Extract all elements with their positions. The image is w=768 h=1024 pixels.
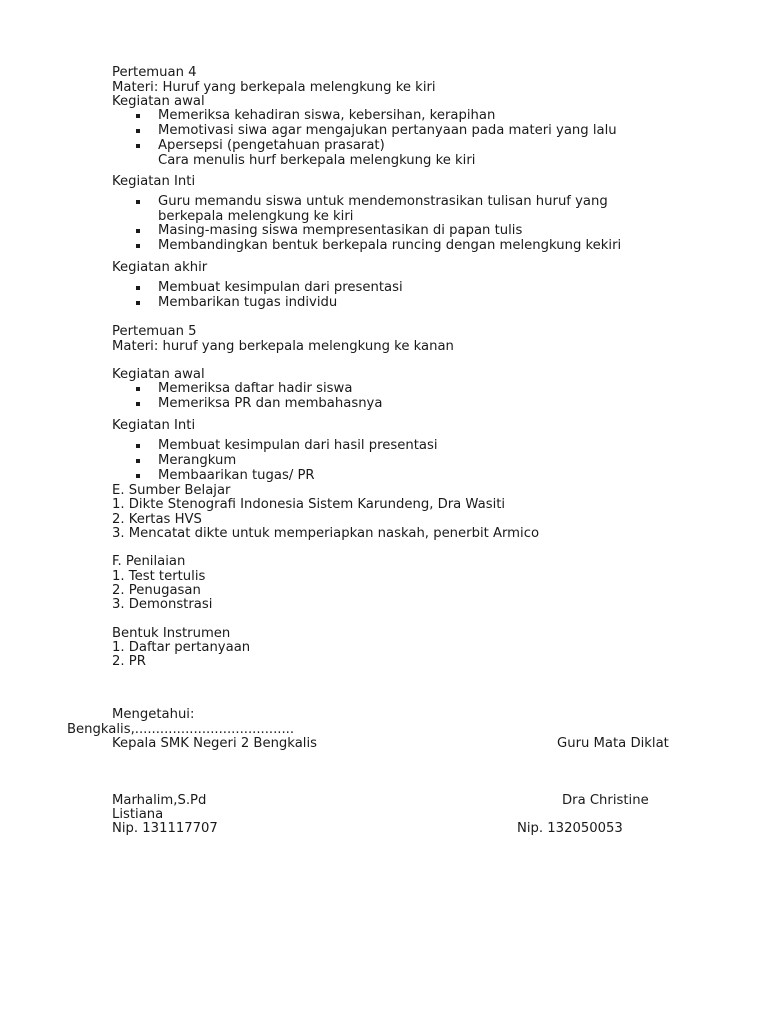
learning-sources-heading: E. Sumber Belajar bbox=[112, 483, 231, 498]
list-item: 1. Daftar pertanyaan bbox=[112, 640, 251, 655]
bullet-icon bbox=[136, 402, 140, 406]
principal-title: Kepala SMK Negeri 2 Bengkalis bbox=[112, 736, 317, 751]
list-item: Guru memandu siswa untuk mendemonstrasikan tulisan huruf yang bbox=[158, 194, 608, 209]
bullet-icon bbox=[136, 286, 140, 290]
assessment-heading: F. Penilaian bbox=[112, 554, 186, 569]
bullet-icon bbox=[136, 114, 140, 118]
list-item: 1. Test tertulis bbox=[112, 569, 206, 584]
instrument-heading: Bentuk Instrumen bbox=[112, 626, 231, 641]
bullet-icon bbox=[136, 200, 140, 204]
list-item: Membarikan tugas individu bbox=[158, 295, 338, 310]
bullet-icon bbox=[136, 474, 140, 478]
meeting-4-title: Pertemuan 4 bbox=[112, 65, 197, 80]
bullet-icon bbox=[136, 459, 140, 463]
place-date: Bengkalis,...................................... bbox=[67, 722, 295, 737]
list-item: 2. Penugasan bbox=[112, 583, 201, 598]
principal-name: Marhalim,S.Pd bbox=[112, 793, 207, 808]
list-item: 2. Kertas HVS bbox=[112, 512, 202, 527]
bullet-icon bbox=[136, 144, 140, 148]
list-item: Membuat kesimpulan dari hasil presentasi bbox=[158, 438, 438, 453]
list-item-continuation: Cara menulis hurf berkepala melengkung ke kiri bbox=[158, 153, 476, 168]
bullet-icon bbox=[136, 387, 140, 391]
list-item: Memeriksa PR dan membahasnya bbox=[158, 396, 383, 411]
list-item: Masing-masing siswa mempresentasikan di papan tulis bbox=[158, 223, 523, 238]
teacher-title: Guru Mata Diklat bbox=[557, 736, 669, 751]
list-item: Membandingkan bentuk berkepala runcing dengan melengkung kekiri bbox=[158, 238, 622, 253]
list-item-continuation: berkepala melengkung ke kiri bbox=[158, 209, 354, 224]
list-item: Apersepsi (pengetahuan prasarat) bbox=[158, 138, 385, 153]
teacher-name: Dra Christine bbox=[562, 793, 649, 808]
teacher-name-continuation: Listiana bbox=[112, 807, 164, 822]
list-item: 3. Demonstrasi bbox=[112, 597, 213, 612]
bullet-icon bbox=[136, 229, 140, 233]
bullet-icon bbox=[136, 301, 140, 305]
list-item: Memeriksa daftar hadir siswa bbox=[158, 381, 353, 396]
meeting-5-opening-heading: Kegiatan awal bbox=[112, 367, 205, 382]
acknowledged-label: Mengetahui: bbox=[112, 707, 195, 722]
meeting-4-material: Materi: Huruf yang berkepala melengkung ke kiri bbox=[112, 80, 436, 95]
list-item: Memeriksa kehadiran siswa, kebersihan, kerapihan bbox=[158, 108, 496, 123]
bullet-icon bbox=[136, 244, 140, 248]
principal-nip: Nip. 131117707 bbox=[112, 821, 218, 836]
list-item: Membuat kesimpulan dari presentasi bbox=[158, 280, 403, 295]
meeting-5-material: Materi: huruf yang berkepala melengkung ke kanan bbox=[112, 339, 454, 354]
list-item: 3. Mencatat dikte untuk memperiapkan naskah, penerbit Armico bbox=[112, 526, 540, 541]
meeting-4-opening-heading: Kegiatan awal bbox=[112, 94, 205, 109]
teacher-nip: Nip. 132050053 bbox=[517, 821, 623, 836]
bullet-icon bbox=[136, 129, 140, 133]
meeting-5-title: Pertemuan 5 bbox=[112, 324, 197, 339]
meeting-5-core-heading: Kegiatan Inti bbox=[112, 418, 196, 433]
list-item: Merangkum bbox=[158, 453, 237, 468]
meeting-4-core-heading: Kegiatan Inti bbox=[112, 174, 196, 189]
list-item: Memotivasi siwa agar mengajukan pertanyaan pada materi yang lalu bbox=[158, 123, 617, 138]
list-item: 2. PR bbox=[112, 654, 146, 669]
meeting-4-closing-heading: Kegiatan akhir bbox=[112, 260, 208, 275]
list-item: Membaarikan tugas/ PR bbox=[158, 468, 315, 483]
bullet-icon bbox=[136, 444, 140, 448]
list-item: 1. Dikte Stenografi Indonesia Sistem Karundeng, Dra Wasiti bbox=[112, 497, 506, 512]
